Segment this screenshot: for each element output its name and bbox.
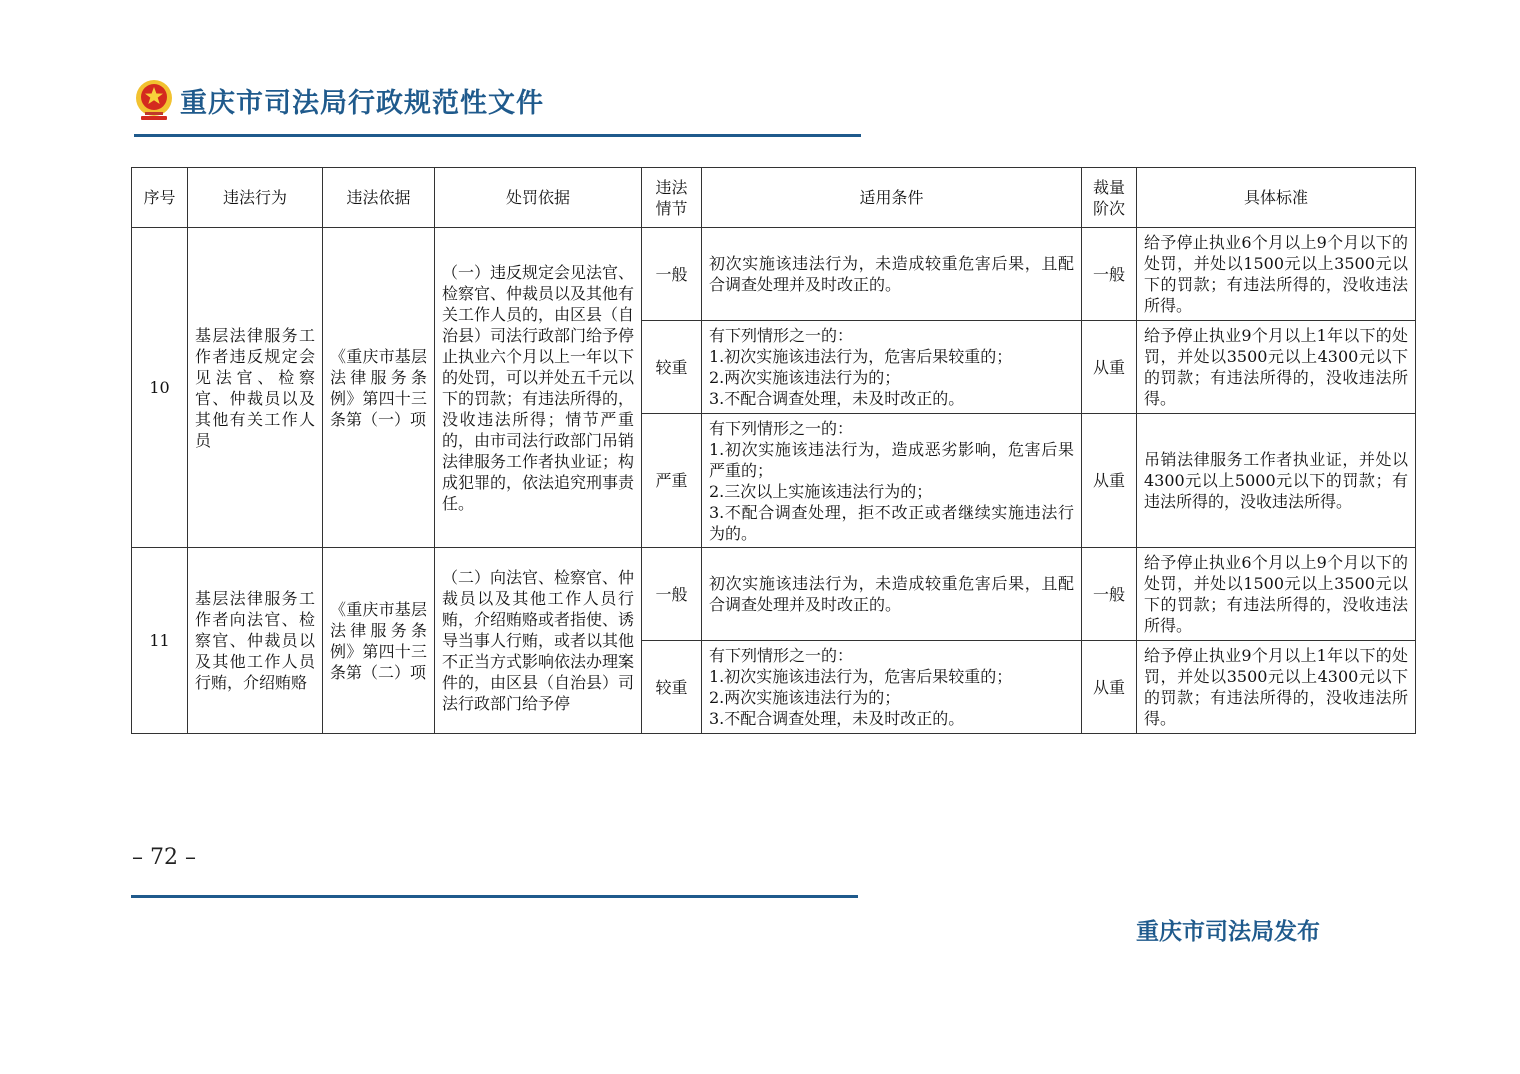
column-header: 违法情节 [642,168,702,228]
severity: 一般 [642,228,702,321]
condition-line: 2.三次以上实施该违法行为的； [709,481,933,501]
condition-line: 有下列情形之一的： [709,646,854,665]
penalty-standard-table [131,167,1416,734]
specific-standard: 给予停止执业9个月以上1年以下的处罚，并处以3500元以上4300元以下的罚款；有违法所得的，没收违法所得。 [1137,641,1416,734]
severity: 较重 [642,641,702,734]
legal-basis: 《重庆市基层法律服务条例》第四十三条第（二）项 [323,548,435,734]
discretion-tier: 从重 [1082,321,1137,414]
condition-line: 初次实施该违法行为，未造成较重危害后果，且配合调查处理并及时改正的。 [709,254,1074,294]
condition-line: 有下列情形之一的： [709,326,854,345]
condition-line: 初次实施该违法行为，未造成较重危害后果，且配合调查处理并及时改正的。 [709,574,1074,614]
condition-line: 1.初次实施该违法行为，危害后果较重的； [709,347,1013,366]
row-number: 11 [132,548,188,734]
condition-line: 3.不配合调查处理，未及时改正的。 [709,389,965,408]
row-number: 10 [132,228,188,548]
column-header: 序号 [132,168,188,228]
severity: 较重 [642,321,702,414]
applicable-conditions [702,641,1082,734]
table-row [132,228,1416,321]
discretion-tier: 从重 [1082,641,1137,734]
table-header-row [132,168,1416,228]
severity: 一般 [642,548,702,641]
specific-standard: 给予停止执业6个月以上9个月以下的处罚，并处以1500元以上3500元以下的罚款；有违法所得的，没收违法所得。 [1137,228,1416,321]
condition-line: 1.初次实施该违法行为，造成恶劣影响，危害后果严重的； [709,439,1074,480]
condition-line: 有下列情形之一的： [709,418,854,438]
discretion-tier: 一般 [1082,228,1137,321]
applicable-conditions [702,321,1082,414]
condition-line: 1.初次实施该违法行为，危害后果较重的； [709,667,1013,686]
condition-line: 3.不配合调查处理，拒不改正或者继续实施违法行为的。 [709,502,1074,543]
legal-basis: 《重庆市基层法律服务条例》第四十三条第（一）项 [323,228,435,548]
discretion-tier: 从重 [1082,414,1137,548]
specific-standard: 给予停止执业9个月以上1年以下的处罚，并处以3500元以上4300元以下的罚款；有违法所得的，没收违法所得。 [1137,321,1416,414]
specific-standard: 给予停止执业6个月以上9个月以下的处罚，并处以1500元以上3500元以下的罚款；有违法所得的，没收违法所得。 [1137,548,1416,641]
header-title: 重庆市司法局行政规范性文件 [180,87,544,119]
condition-line: 2.两次实施该违法行为的； [709,688,901,707]
condition-line: 2.两次实施该违法行为的； [709,368,901,387]
column-header: 违法行为 [188,168,323,228]
discretion-tier: 一般 [1082,548,1137,641]
column-header: 适用条件 [702,168,1082,228]
penalty-basis: （二）向法官、检察官、仲裁员以及其他工作人员行贿，介绍贿赂或者指使、诱导当事人行贿，或者以其他不正当方式影响依法办理案件的，由区县（自治县）司法行政部门给予停 [435,548,642,734]
applicable-conditions [702,414,1082,548]
national-emblem-icon [134,78,174,122]
severity: 严重 [642,414,702,548]
table-row [132,548,1416,641]
column-header: 具体标准 [1137,168,1416,228]
condition-line: 3.不配合调查处理，未及时改正的。 [709,709,965,728]
column-header: 处罚依据 [435,168,642,228]
document-header [134,78,544,122]
violation-behavior: 基层法律服务工作者违反规定会见法官、检察官、仲裁员以及其他有关工作人员 [188,228,323,548]
publisher-label: 重庆市司法局发布 [1136,919,1320,945]
specific-standard: 吊销法律服务工作者执业证，并处以4300元以上5000元以下的罚款；有违法所得的，没收违法所得。 [1137,414,1416,548]
column-header: 违法依据 [323,168,435,228]
column-header: 裁量阶次 [1082,168,1137,228]
applicable-conditions [702,548,1082,641]
violation-behavior: 基层法律服务工作者向法官、检察官、仲裁员以及其他工作人员行贿，介绍贿赂 [188,548,323,734]
header-divider [134,134,861,137]
footer-divider [131,895,858,898]
penalty-basis: （一）违反规定会见法官、检察官、仲裁员以及其他有关工作人员的，由区县（自治县）司法行政部门给予停止执业六个月以上一年以下的处罚，可以并处五千元以下的罚款；有违法所得的，没收违法所得；情节严重的，由市司法行政部门吊销法律服务工作者执业证；构成犯罪的，依法追究刑事责任。 [435,228,642,548]
applicable-conditions [702,228,1082,321]
page-number: – 72 – [132,845,196,870]
